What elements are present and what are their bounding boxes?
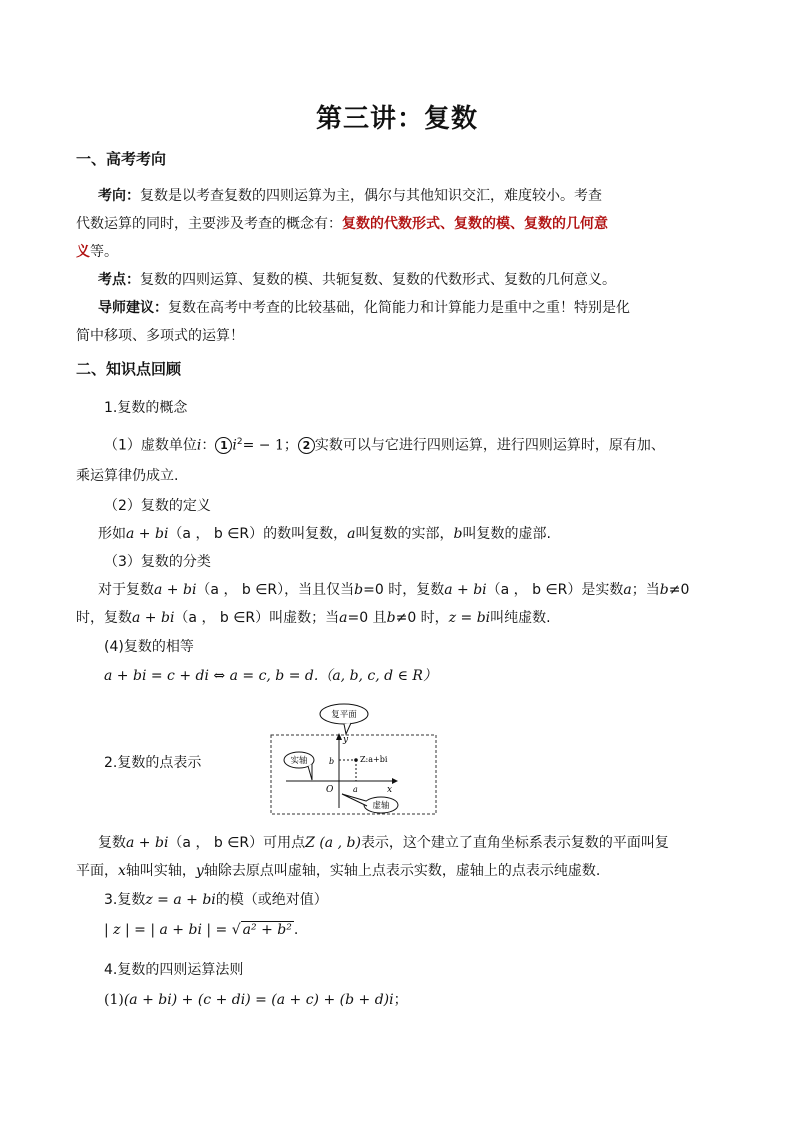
- b-tick-label: b: [329, 757, 335, 766]
- origin-label: O: [326, 785, 334, 795]
- equality-formula: a + bi = c + di ⇔ a = c, b = d.（a, b, c, d ∈ R）: [104, 668, 437, 684]
- paragraph-direction-line2: 代数运算的同时，主要涉及考查的概念有：复数的代数形式、复数的模、复数的几何意: [76, 216, 608, 232]
- addition-rule: (1)(a + bi) + (c + di) = (a + c) + (b + d)i；: [104, 992, 408, 1008]
- equality-heading: (4)复数的相等: [104, 639, 194, 655]
- y-axis-label: y: [343, 735, 349, 745]
- modulus-formula: | z | = | a + bi | = √ a² + b² .: [104, 922, 299, 938]
- imaginary-unit-line: （1）虚数单位i： 1 $i^2= - 1$； 2 实数可以与它进行四则运算，进行四则运算时，原有加、: [104, 437, 665, 454]
- circled-number-2: 2: [298, 437, 315, 454]
- y-axis-arrow: [336, 733, 342, 740]
- callout-imag-axis-text: 虚轴: [372, 801, 390, 811]
- section-heading-review: 二、知识点回顾: [76, 360, 182, 378]
- paragraph-direction-line3: 义等。: [76, 244, 118, 260]
- point-representation-line1: 复数a + bi（a ， b ∈R）可用点Z (a , b)表示，这个建立了直角坐标系表示复数的平面叫复: [98, 835, 669, 851]
- classification-line2: 时，复数a + bi（a ， b ∈R）叫虚数；当a=0 且b≠0 时，z = bi叫纯虚数.: [76, 610, 551, 626]
- point-representation-line2: 平面，x轴叫实轴，y轴除去原点叫虚轴，实轴上点表示实数，虚轴上的点表示纯虚数.: [76, 863, 601, 879]
- page-title: 第三讲：复数: [315, 104, 478, 134]
- paragraph-advice-line1: 导师建议：复数在高考中考查的比较基础，化简能力和计算能力是重中之重！特别是化: [98, 300, 630, 316]
- definition-heading: （2）复数的定义: [104, 498, 211, 514]
- modulus-heading: 3.复数z = a + bi的模（或绝对值）: [104, 892, 328, 908]
- callout-real-axis-pointer: [308, 764, 312, 780]
- callout-complex-plane-text: 复平面: [331, 710, 357, 720]
- callout-real-axis-text: 实轴: [290, 756, 308, 766]
- imaginary-unit-cont: 乘运算律仍成立.: [76, 468, 179, 484]
- classification-line1: 对于复数a + bi（a ， b ∈R），当且仅当b=0 时，复数a + bi（a ， b ∈R）是实数a；当b≠0: [98, 582, 690, 598]
- complex-plane-diagram: [268, 700, 440, 818]
- point-representation-heading: 2.复数的点表示: [104, 755, 202, 771]
- x-axis-label: x: [387, 785, 393, 795]
- circled-number-1: 1: [215, 437, 232, 454]
- paragraph-direction-line1: 考向：复数是以考查复数的四则运算为主，偶尔与其他知识交汇，难度较小。考查: [98, 188, 602, 204]
- plane-boundary: [271, 735, 436, 814]
- classification-heading: （3）复数的分类: [104, 554, 211, 570]
- x-axis-arrow: [392, 778, 398, 784]
- definition-line: 形如a + bi（a ， b ∈R）的数叫复数，a叫复数的实部，b叫复数的虚部.: [98, 526, 551, 542]
- paragraph-key-points: 考点：复数的四则运算、复数的模、共轭复数、复数的代数形式、复数的几何意义。: [98, 272, 616, 288]
- point-z: [354, 758, 358, 762]
- a-tick-label: a: [353, 785, 358, 794]
- callout-complex-plane-pointer: [344, 723, 351, 734]
- callout-imag-axis-pointer: [342, 794, 367, 806]
- section-heading-exam-trends: 一、高考考向: [76, 150, 167, 168]
- concept-heading: 1.复数的概念: [104, 400, 188, 416]
- point-z-label: Z:a+bi: [360, 755, 388, 764]
- arithmetic-rules-heading: 4.复数的四则运算法则: [104, 962, 244, 978]
- paragraph-advice-line2: 简中移项、多项式的运算！: [76, 328, 244, 344]
